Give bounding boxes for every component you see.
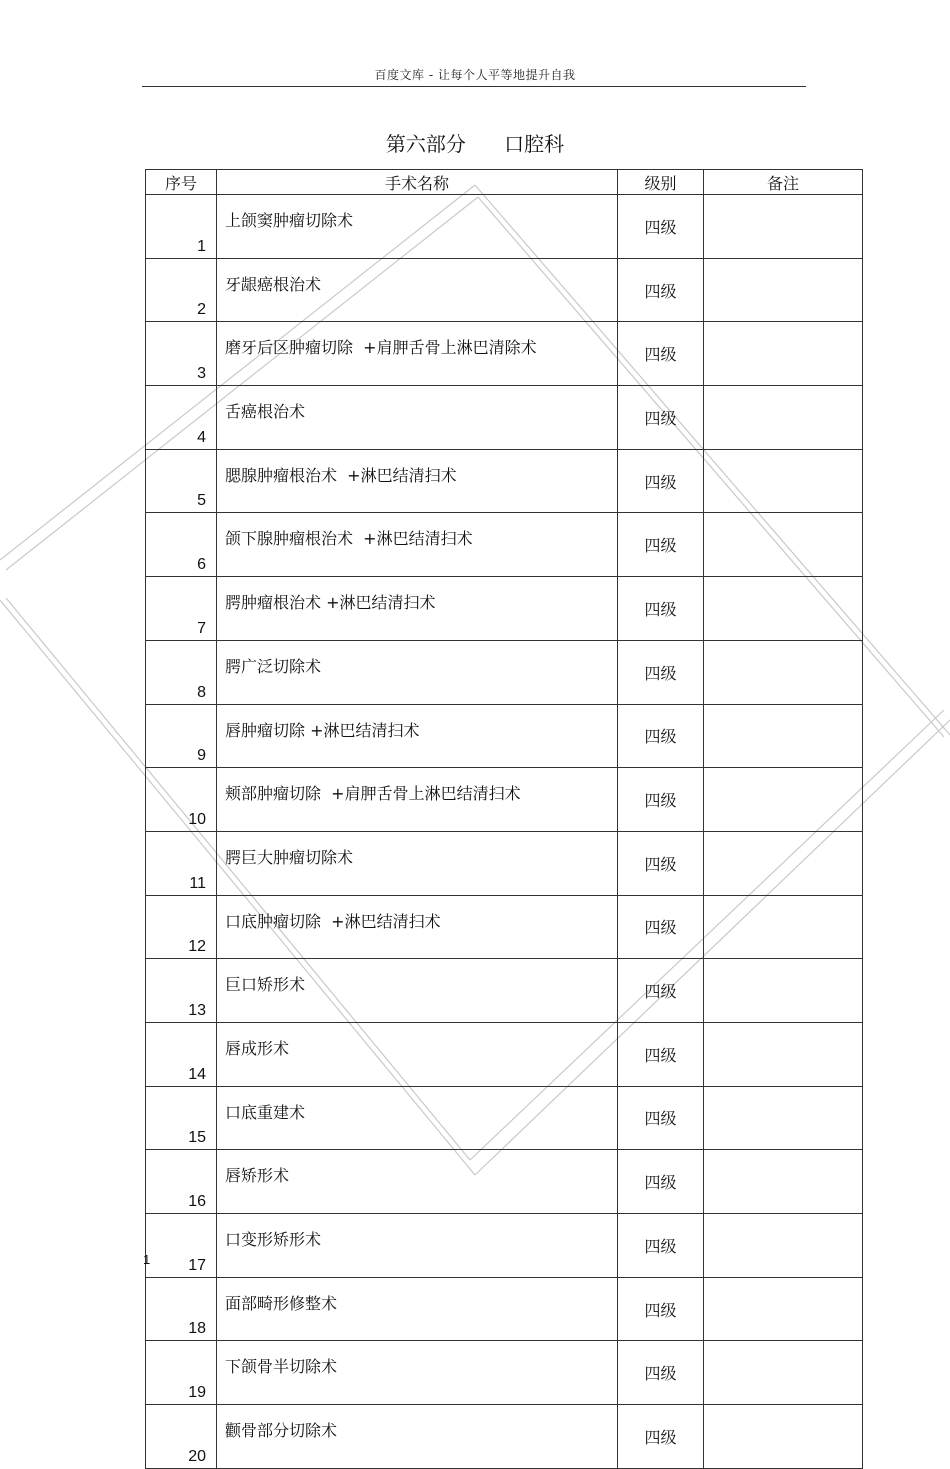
remarks-cell	[704, 258, 863, 322]
procedure-name: 唇肿瘤切除 +淋巴结清扫术	[217, 704, 618, 768]
remarks-cell	[704, 1214, 863, 1278]
surgery-level: 四级	[618, 1150, 704, 1214]
procedure-name: 颊部肿瘤切除 +肩胛舌骨上淋巴结清扫术	[217, 768, 618, 832]
column-header-procedure-name: 手术名称	[217, 170, 618, 195]
surgery-level: 四级	[618, 1341, 704, 1405]
surgery-level: 四级	[618, 513, 704, 577]
procedure-name: 磨牙后区肿瘤切除 +肩胛舌骨上淋巴清除术	[217, 322, 618, 386]
surgery-level: 四级	[618, 1214, 704, 1278]
procedure-name: 舌癌根治术	[217, 386, 618, 450]
surgery-level: 四级	[618, 704, 704, 768]
surgery-level: 四级	[618, 1277, 704, 1341]
procedure-name: 腭肿瘤根治术 +淋巴结清扫术	[217, 577, 618, 641]
surgery-level: 四级	[618, 831, 704, 895]
row-number: 1	[146, 195, 217, 259]
procedure-name: 牙龈癌根治术	[217, 258, 618, 322]
table-row	[146, 449, 863, 513]
procedure-name: 腭巨大肿瘤切除术	[217, 831, 618, 895]
table-row	[146, 1277, 863, 1341]
section-title: 第六部分 口腔科	[385, 132, 565, 156]
remarks-cell	[704, 195, 863, 259]
row-number: 19	[146, 1341, 217, 1405]
row-number: 5	[146, 449, 217, 513]
remarks-cell	[704, 1022, 863, 1086]
remarks-cell	[704, 513, 863, 577]
row-number: 11	[146, 831, 217, 895]
procedure-name: 下颌骨半切除术	[217, 1341, 618, 1405]
column-header-remarks: 备注	[704, 170, 863, 195]
procedure-name: 口底肿瘤切除 +淋巴结清扫术	[217, 895, 618, 959]
remarks-cell	[704, 895, 863, 959]
remarks-cell	[704, 1150, 863, 1214]
surgery-level: 四级	[618, 768, 704, 832]
table-row	[146, 959, 863, 1023]
procedure-name: 腭广泛切除术	[217, 640, 618, 704]
remarks-cell	[704, 1277, 863, 1341]
table-row	[146, 1341, 863, 1405]
table-row	[146, 1150, 863, 1214]
row-number: 13	[146, 959, 217, 1023]
table-row	[146, 1022, 863, 1086]
surgery-level: 四级	[618, 1405, 704, 1469]
table-row	[146, 831, 863, 895]
table-header-row	[146, 170, 863, 195]
procedure-name: 颧骨部分切除术	[217, 1405, 618, 1469]
procedure-name: 上颌窦肿瘤切除术	[217, 195, 618, 259]
row-number: 14	[146, 1022, 217, 1086]
table-row	[146, 768, 863, 832]
row-number: 4	[146, 386, 217, 450]
table-row	[146, 258, 863, 322]
remarks-cell	[704, 449, 863, 513]
procedure-name: 颌下腺肿瘤根治术 +淋巴结清扫术	[217, 513, 618, 577]
remarks-cell	[704, 1341, 863, 1405]
surgery-level: 四级	[618, 322, 704, 386]
table-row	[146, 386, 863, 450]
surgery-level: 四级	[618, 640, 704, 704]
table-row	[146, 322, 863, 386]
table-row	[146, 895, 863, 959]
row-number: 12	[146, 895, 217, 959]
remarks-cell	[704, 1086, 863, 1150]
page-header: 百度文库 - 让每个人平等地提升自我	[374, 68, 576, 82]
remarks-cell	[704, 704, 863, 768]
row-number: 8	[146, 640, 217, 704]
table-row	[146, 513, 863, 577]
page-number: 1	[143, 1252, 151, 1267]
table-body	[146, 195, 863, 1469]
surgery-level: 四级	[618, 195, 704, 259]
procedure-name: 面部畸形修整术	[217, 1277, 618, 1341]
row-number: 18	[146, 1277, 217, 1341]
surgery-level: 四级	[618, 577, 704, 641]
remarks-cell	[704, 322, 863, 386]
header-divider	[142, 86, 806, 87]
surgery-level: 四级	[618, 959, 704, 1023]
row-number: 16	[146, 1150, 217, 1214]
row-number: 2	[146, 258, 217, 322]
row-number: 10	[146, 768, 217, 832]
row-number: 15	[146, 1086, 217, 1150]
surgery-table	[145, 169, 863, 1469]
surgery-level: 四级	[618, 895, 704, 959]
remarks-cell	[704, 640, 863, 704]
remarks-cell	[704, 831, 863, 895]
procedure-name: 唇矫形术	[217, 1150, 618, 1214]
surgery-level: 四级	[618, 258, 704, 322]
table-row	[146, 577, 863, 641]
remarks-cell	[704, 386, 863, 450]
row-number: 3	[146, 322, 217, 386]
row-number: 17	[146, 1214, 217, 1278]
surgery-level: 四级	[618, 1022, 704, 1086]
row-number: 9	[146, 704, 217, 768]
row-number: 20	[146, 1405, 217, 1469]
column-header-level: 级别	[618, 170, 704, 195]
remarks-cell	[704, 1405, 863, 1469]
procedure-name: 腮腺肿瘤根治术 +淋巴结清扫术	[217, 449, 618, 513]
table-row	[146, 1405, 863, 1469]
remarks-cell	[704, 577, 863, 641]
surgery-level: 四级	[618, 449, 704, 513]
column-header-number: 序号	[146, 170, 217, 195]
procedure-name: 巨口矫形术	[217, 959, 618, 1023]
procedure-name: 口变形矫形术	[217, 1214, 618, 1278]
table-row	[146, 640, 863, 704]
procedure-name: 唇成形术	[217, 1022, 618, 1086]
table-row	[146, 1214, 863, 1278]
surgery-level: 四级	[618, 1086, 704, 1150]
row-number: 6	[146, 513, 217, 577]
remarks-cell	[704, 768, 863, 832]
surgery-level: 四级	[618, 386, 704, 450]
row-number: 7	[146, 577, 217, 641]
remarks-cell	[704, 959, 863, 1023]
table-row	[146, 704, 863, 768]
table-row	[146, 1086, 863, 1150]
procedure-name: 口底重建术	[217, 1086, 618, 1150]
table-row	[146, 195, 863, 259]
